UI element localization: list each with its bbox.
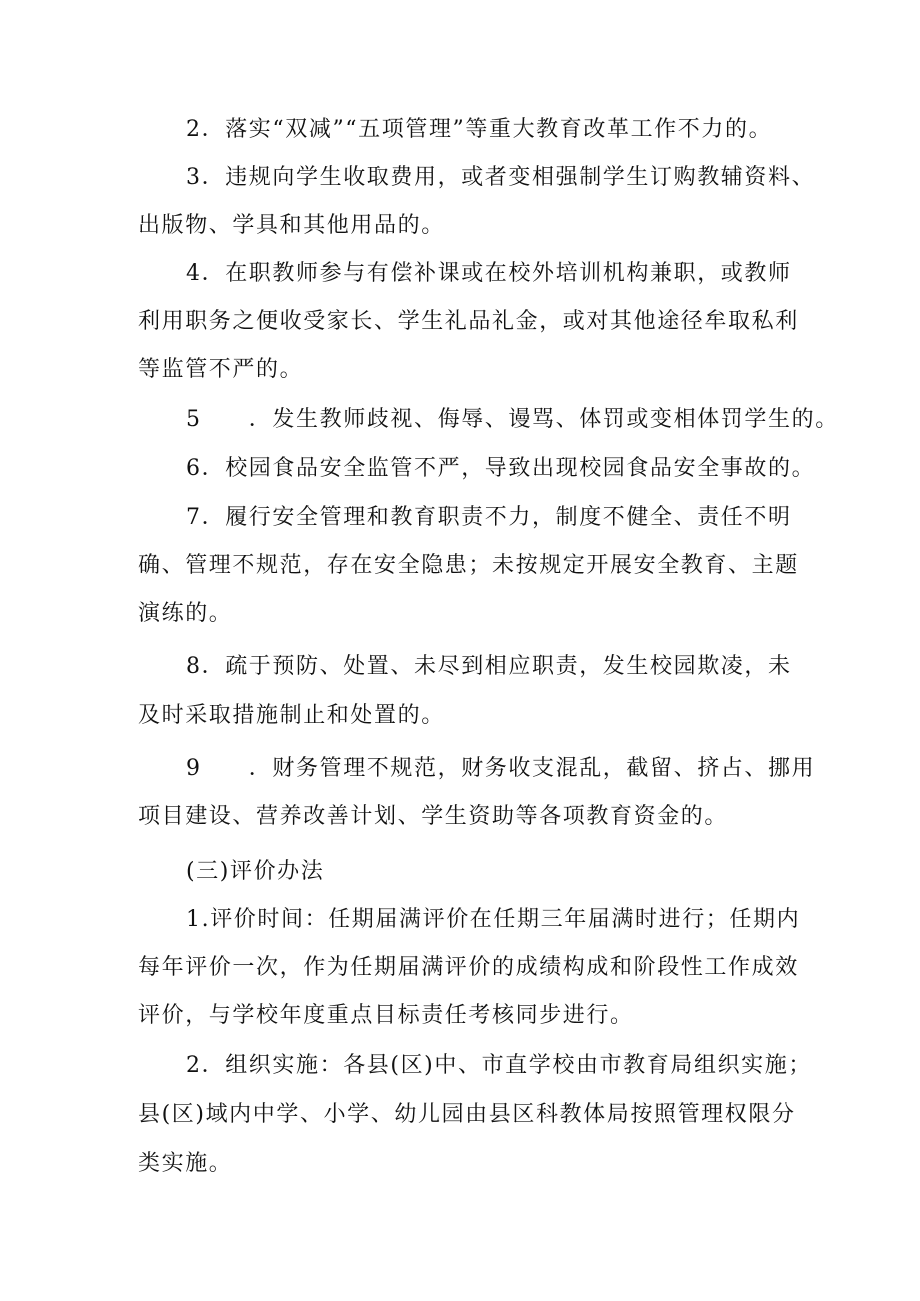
item-7-line-1: 7．履行安全管理和教育职责不力，制度不健全、责任不明 [186,505,792,530]
section-heading: (三)评价办法 [186,859,325,884]
item-7-line-2: 确、管理不规范，存在安全隐患；未按规定开展安全教育、主题 [138,553,799,578]
item-3-line-1: 3．违规向学生收取费用，或者变相强制学生订购教辅资料、 [186,165,816,190]
item-6-line-1: 6．校园食品安全监管不严，导致出现校园食品安全事故的。 [186,456,816,481]
item-5-line-1: 5 ．发生教师歧视、侮辱、谩骂、体罚或变相体罚学生的。 [186,407,839,432]
item-4-line-3: 等监管不严的。 [138,357,304,382]
item-9-line-2: 项目建设、营养改善计划、学生资助等各项教育资金的。 [138,804,729,829]
eval-item-2-line-3: 类实施。 [138,1151,233,1176]
item-9-line-1: 9 ．财务管理不规范，财务收支混乱，截留、挤占、挪用 [186,756,816,781]
item-8-line-2: 及时采取措施制止和处置的。 [138,703,445,728]
item-7-line-3: 演练的。 [138,601,233,626]
item-8-line-1: 8．疏于预防、处置、未尽到相应职责，发生校园欺凌，未 [186,654,792,679]
eval-item-2-line-1: 2．组织实施：各县(区)中、市直学校由市教育局组织实施； [186,1053,812,1078]
item-3-line-2: 出版物、学具和其他用品的。 [138,213,445,238]
eval-item-1-line-1: 1.评价时间：任期届满评价在任期三年届满时进行；任期内 [186,907,801,932]
item-4-line-2: 利用职务之便收受家长、学生礼品礼金，或对其他途径牟取私利 [138,309,799,334]
item-2-line-1: 2．落实“双减”“五项管理”等重大教育改革工作不力的。 [186,117,773,142]
eval-item-1-line-3: 评价，与学校年度重点目标责任考核同步进行。 [138,1003,634,1028]
eval-item-2-line-2: 县(区)域内中学、小学、幼儿园由县区科教体局按照管理权限分 [138,1102,796,1127]
eval-item-1-line-2: 每年评价一次，作为任期届满评价的成绩构成和阶段性工作成效 [138,955,799,980]
item-4-line-1: 4．在职教师参与有偿补课或在校外培训机构兼职，或教师 [186,261,792,286]
